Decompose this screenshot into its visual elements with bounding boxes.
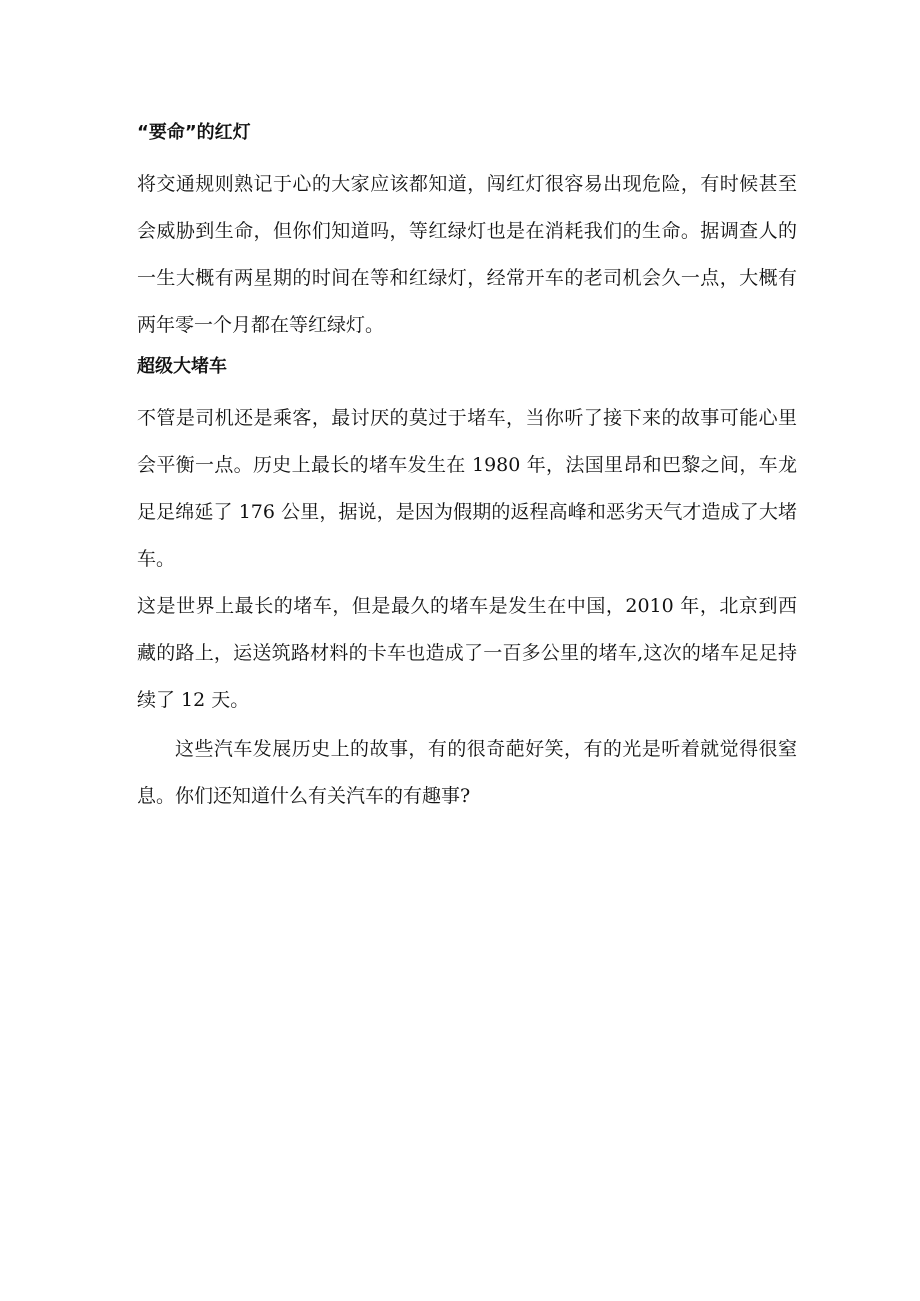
section-heading-red-light: “要命”的红灯 (137, 122, 251, 143)
document-body (137, 121, 797, 820)
paragraph-longest-jam: 不管是司机还是乘客，最讨厌的莫过于堵车，当你听了接下来的故事可能心里会平衡一点。历史上最长的堵车发生在 1980 年，法国里昂和巴黎之间，车龙足足绵延了 176 公里，据说，是因为假期的返程高峰和恶劣天气才造成了大堵车。 (137, 407, 797, 570)
paragraph-longest-duration-jam: 这是世界上最长的堵车，但是最久的堵车是发生在中国，2010 年，北京到西藏的路上，运送筑路材料的卡车也造成了一百多公里的堵车,这次的堵车足足持续了 12 天。 (137, 595, 797, 711)
paragraph-red-light: 将交通规则熟记于心的大家应该都知道，闯红灯很容易出现危险，有时候甚至会威胁到生命，但你们知道吗，等红绿灯也是在消耗我们的生命。据调查人的一生大概有两星期的时间在等和红绿灯，经常开车的老司机会久一点，大概有两年零一个月都在等红绿灯。 (137, 173, 797, 336)
section-heading-traffic-jam: 超级大堵车 (137, 356, 227, 377)
closing-paragraph: 这些汽车发展历史上的故事，有的很奇葩好笑，有的光是听着就觉得很窒息。你们还知道什么有关汽车的有趣事? (137, 738, 797, 807)
